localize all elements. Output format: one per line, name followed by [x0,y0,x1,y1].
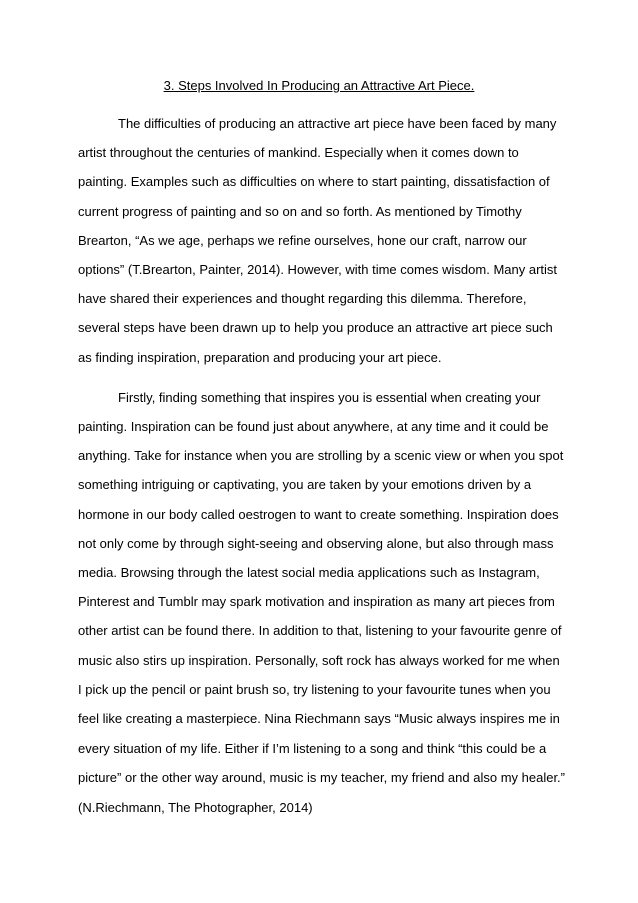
paragraph-2-line-15: (N.Riechmann, The Photographer, 2014) [78,800,313,815]
paragraph-1-line-1: The difficulties of producing an attractive art piece have been faced by many [118,116,557,131]
paragraph-2-line-6: not only come by through sight-seeing and observing alone, but also through mass [78,536,554,551]
paragraph-2-line-11: I pick up the pencil or paint brush so, try listening to your favourite tunes when you [78,682,551,697]
paragraph-2-line-5: hormone in our body called oestrogen to want to create something. Inspiration does [78,507,559,522]
paragraph-2-line-12: feel like creating a masterpiece. Nina Riechmann says “Music always inspires me in [78,711,560,726]
paragraph-2-line-8: Pinterest and Tumblr may spark motivation and inspiration as many art pieces from [78,594,555,609]
paragraph-2-line-13: every situation of my life. Either if I’m listening to a song and think “this could be a [78,741,547,756]
paragraph-2-line-14: picture” or the other way around, music is my teacher, my friend and also my healer.” [78,770,565,785]
paragraph-1-line-9: as finding inspiration, preparation and producing your art piece. [78,350,442,365]
paragraph-1-line-7: have shared their experiences and thought regarding this dilemma. Therefore, [78,291,527,306]
paragraph-2-line-1: Firstly, finding something that inspires you is essential when creating your [118,390,541,405]
paragraph-1-line-5: Brearton, “As we age, perhaps we refine ourselves, hone our craft, narrow our [78,233,527,248]
paragraph-2-line-10: music also stirs up inspiration. Personally, soft rock has always worked for me when [78,653,560,668]
paragraph-1-line-3: painting. Examples such as difficulties on where to start painting, dissatisfaction of [78,174,550,189]
paragraph-2-line-4: something intriguing or captivating, you are taken by your emotions driven by a [78,477,532,492]
paragraph-1-line-2: artist throughout the centuries of mankind. Especially when it comes down to [78,145,519,160]
paragraph-1-line-4: current progress of painting and so on and so forth. As mentioned by Timothy [78,204,522,219]
paragraph-1-line-6: options” (T.Brearton, Painter, 2014). However, with time comes wisdom. Many artist [78,262,558,277]
section-heading: 3. Steps Involved In Producing an Attractive Art Piece. [163,78,475,93]
paragraph-2-line-7: media. Browsing through the latest social media applications such as Instagram, [78,565,540,580]
paragraph-2-line-9: other artist can be found there. In addition to that, listening to your favourite genre of [78,623,562,638]
paragraph-2-line-3: anything. Take for instance when you are strolling by a scenic view or when you spot [78,448,564,463]
paragraph-2-line-2: painting. Inspiration can be found just about anywhere, at any time and it could be [78,419,549,434]
paragraph-1-line-8: several steps have been drawn up to help you produce an attractive art piece such [78,320,553,335]
